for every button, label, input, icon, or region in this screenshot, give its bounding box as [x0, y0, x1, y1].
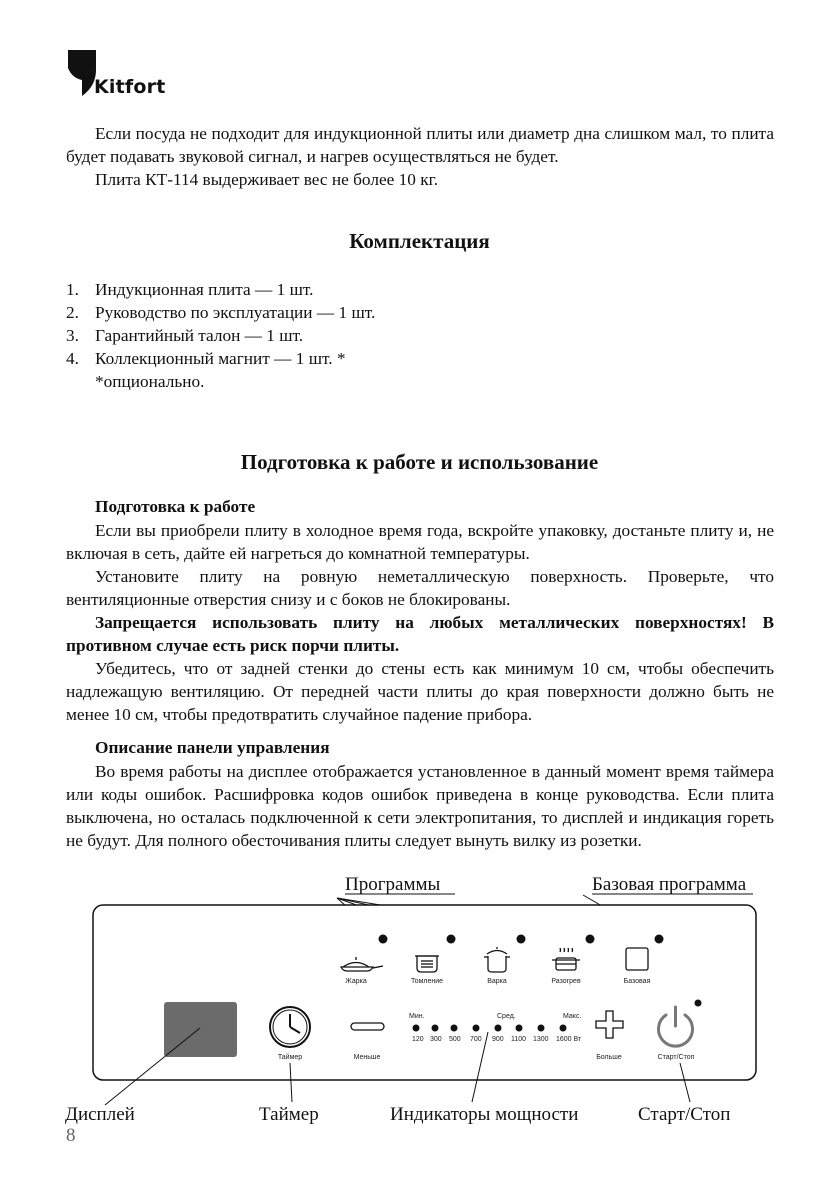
svg-text:300: 300 [430, 1036, 442, 1043]
callout-display: Дисплей [65, 1104, 135, 1125]
svg-text:Таймер: Таймер [277, 1054, 303, 1061]
kitfort-logo [68, 50, 168, 100]
control-panel-diagram [60, 870, 780, 1125]
svg-text:1300: 1300 [533, 1036, 549, 1043]
clock-icon [270, 1007, 310, 1047]
panel-paragraph: Во время работы на дисплее отображается установленное в данный момент время таймера или коды ошибок. Расшифровка кодов ошибок приведена в конце руководства. Если плита выключена, но осталась подключенной к сети электропитания, то дисплей и индикация гореть не будут. Для полного обесточивания плиты следует вынуть вилку из розетки. [66, 762, 774, 850]
intro-paragraph-2: Плита КТ-114 выдерживает вес не более 10 кг. [95, 170, 439, 189]
kit-item: 3. Гарантийный талон — 1 шт. [66, 326, 304, 345]
svg-text:Жарка: Жарка [345, 978, 367, 985]
prep-paragraph-2: Установите плиту на ровную неметаллическую поверхность. Проверьте, что вентиляционные отверстия снизу и с боков не блокированы. [66, 567, 774, 609]
simmer-indicator-dot [447, 935, 456, 944]
power-indicator-dot [695, 1000, 702, 1007]
svg-text:Мин.: Мин. [409, 1013, 425, 1020]
fry-indicator-dot [379, 935, 388, 944]
kit-item: 2. Руководство по эксплуатации — 1 шт. [66, 303, 376, 322]
svg-text:120: 120 [412, 1036, 424, 1043]
kit-item: 4. Коллекционный магнит — 1 шт. * [66, 349, 346, 368]
svg-text:Больше: Больше [596, 1054, 622, 1061]
intro-paragraph-1: Если посуда не подходит для индукционной плиты или диаметр дна слишком мал, то плита будет подавать звуковой сигнал, и нагрев осуществляться не будет. [66, 124, 774, 166]
svg-text:900: 900 [492, 1036, 504, 1043]
callout-power-indicators: Индикаторы мощности [390, 1104, 579, 1125]
brand-name: Kitfort [94, 76, 166, 98]
boil-indicator-dot [517, 935, 526, 944]
svg-text:Базовая: Базовая [623, 978, 651, 985]
panel-subheading: Описание панели управления [95, 738, 330, 757]
svg-text:700: 700 [470, 1036, 482, 1043]
svg-text:Томление: Томление [410, 978, 444, 985]
svg-text:Сред.: Сред. [497, 1013, 516, 1020]
svg-text:500: 500 [449, 1036, 461, 1043]
svg-text:Старт/Стоп: Старт/Стоп [657, 1054, 695, 1061]
svg-text:Макс.: Макс. [563, 1013, 582, 1020]
kitfort-logo-mark [68, 50, 96, 96]
kit-item: 1. Индукционная плита — 1 шт. [66, 280, 314, 299]
svg-text:1600 Вт: 1600 Вт [556, 1036, 582, 1043]
callout-base-program: Базовая программа [592, 874, 747, 895]
svg-text:Меньше: Меньше [353, 1054, 381, 1061]
kit-note: *опционально. [95, 372, 205, 391]
prep-paragraph-3: Убедитесь, что от задней стенки до стены есть как минимум 10 см, чтобы обеспечить надлежащую вентиляцию. От передней части плиты до края поверхности должно быть не менее 10 см, чтобы предотвратить случайное падение прибора. [66, 659, 774, 724]
minus-icon [351, 1023, 384, 1030]
prep-paragraph-1: Если вы приобрели плиту в холодное время года, вскройте упаковку, достаньте плиту и, не включая в сеть, дайте ей нагреться до комнатной температуры. [66, 521, 774, 563]
prep-warning: Запрещается использовать плиту на любых металлических поверхностях! В противном случае есть риск порчи плиты. [66, 613, 774, 655]
reheat-indicator-dot [586, 935, 595, 944]
svg-text:Варка: Варка [487, 978, 507, 985]
prep-subheading: Подготовка к работе [95, 497, 256, 516]
kit-heading: Комплектация [349, 229, 490, 253]
callout-timer: Таймер [259, 1104, 319, 1125]
callout-programs: Программы [345, 874, 441, 895]
svg-text:Разогрев: Разогрев [551, 978, 581, 985]
kit-list [66, 278, 375, 393]
base-indicator-dot [655, 935, 664, 944]
prep-heading: Подготовка к работе и использование [240, 450, 599, 474]
page-number: 8 [66, 1125, 76, 1146]
svg-text:1100: 1100 [511, 1036, 527, 1043]
callout-start-stop: Старт/Стоп [638, 1104, 731, 1125]
